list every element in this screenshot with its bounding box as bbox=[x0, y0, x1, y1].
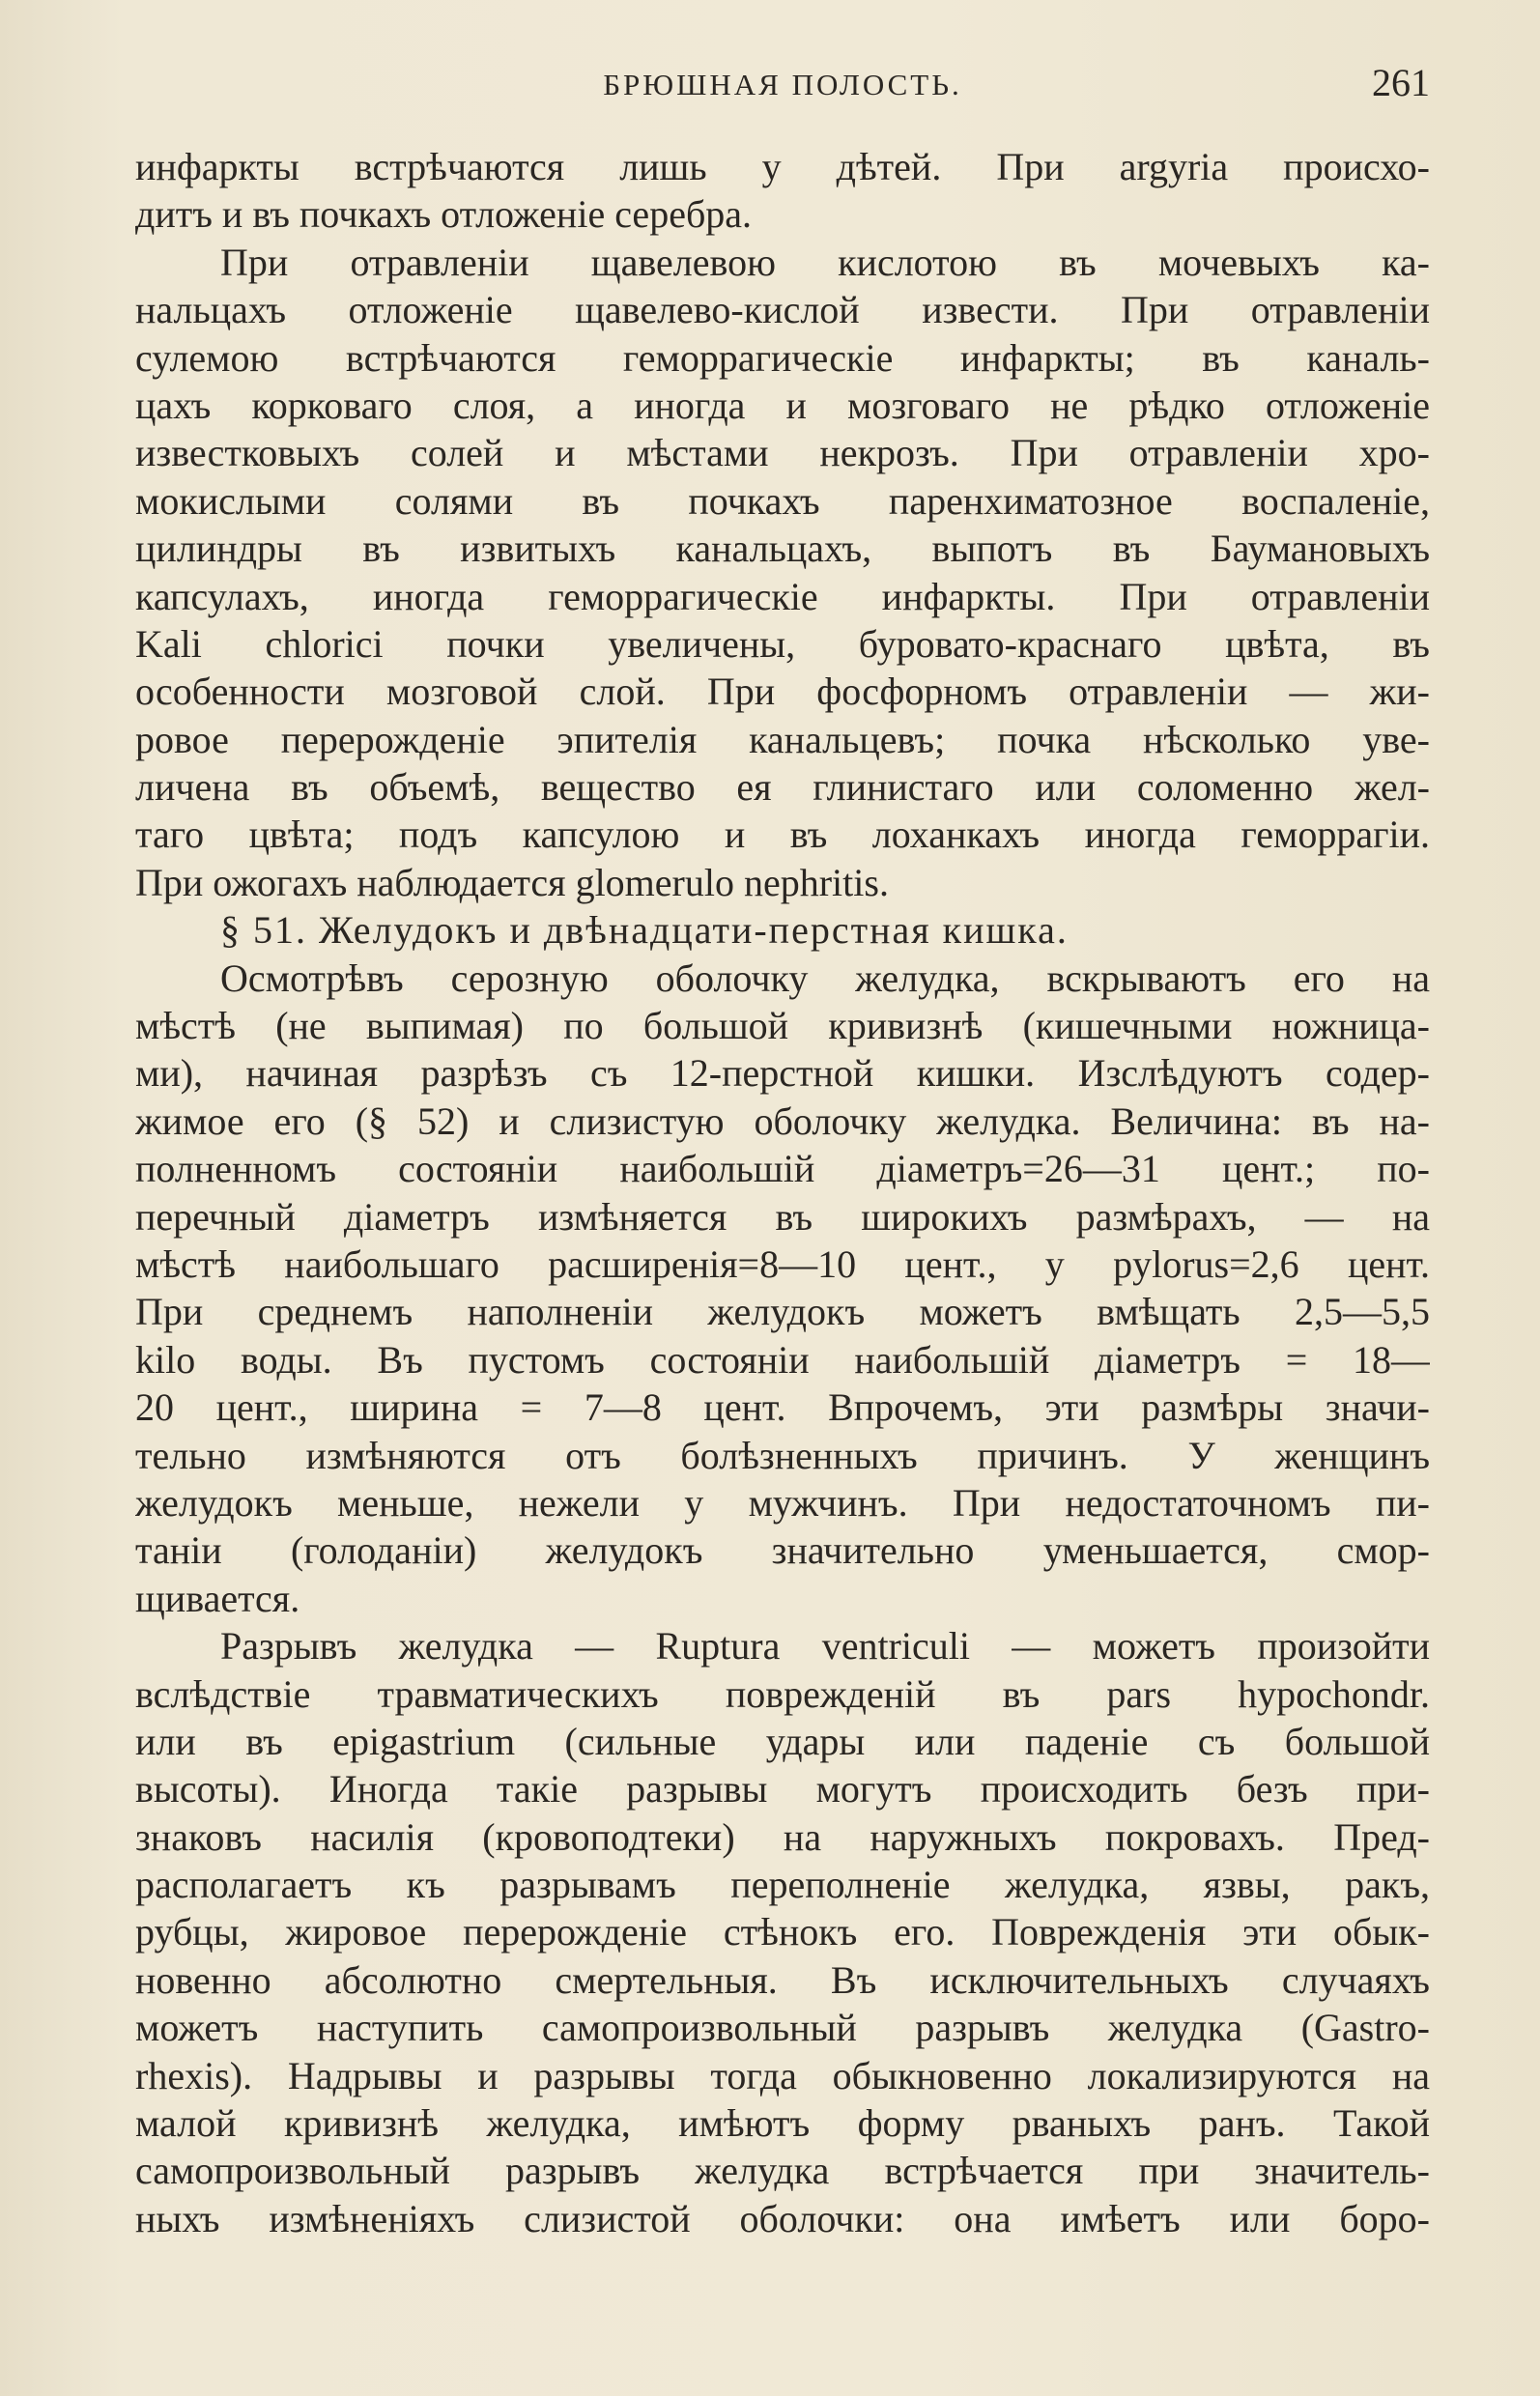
text-line: ровое перерожденіе эпителія канальцевъ; почка нѣсколько уве- bbox=[135, 717, 1430, 761]
text-line: щивается. bbox=[135, 1576, 300, 1620]
text-line: ныхъ измѣненіяхъ слизистой оболочки: она имѣетъ или боро- bbox=[135, 2196, 1430, 2240]
text-line: полненномъ состояніи наибольшій діаметръ=26—31 цент.; по- bbox=[135, 1147, 1430, 1191]
text-line: особенности мозговой слой. При фосфорномъ отравленіи — жи- bbox=[135, 670, 1430, 714]
text-line: жимое его (§ 52) и слизистую оболочку желудка. Величина: въ на- bbox=[135, 1098, 1430, 1143]
text-line: капсулахъ, иногда геморрагическіе инфаркты. При отравленіи bbox=[135, 574, 1430, 618]
text-line: Разрывъ желудка — Ruptura ventriculi — можетъ произойти bbox=[220, 1624, 1430, 1669]
text-line: rhexis). Надрывы и разрывы тогда обыкновенно локализируются на bbox=[135, 2053, 1430, 2097]
text-line: Kali chlorici почки увеличены, буровато-краснаго цвѣта, въ bbox=[135, 621, 1430, 666]
text-line: 20 цент., ширина = 7—8 цент. Впрочемъ, эти размѣры значи- bbox=[135, 1385, 1430, 1430]
text-line: При ожогахъ наблюдается glomerulo nephritis. bbox=[135, 860, 889, 904]
text-line: Осмотрѣвъ серозную оболочку желудка, вскрываютъ его на bbox=[220, 956, 1430, 1000]
running-head: БРЮШНАЯ ПОЛОСТЬ. bbox=[603, 68, 962, 101]
text-line: дитъ и въ почкахъ отложеніе серебра. bbox=[135, 192, 753, 237]
text-line: желудокъ меньше, нежели у мужчинъ. При недостаточномъ пи- bbox=[135, 1480, 1430, 1525]
text-line: мѣстѣ наибольшаго расширенія=8—10 цент., у pylorus=2,6 цент. bbox=[135, 1241, 1430, 1286]
text-line: ми), начиная разрѣзъ съ 12-перстной кишки. Изслѣдуютъ содер- bbox=[135, 1051, 1430, 1096]
text-line: цахъ корковаго слоя, а иногда и мозговаго не рѣдко отложеніе bbox=[135, 383, 1430, 427]
text-line: высоты). Иногда такіе разрывы могутъ происходить безъ при- bbox=[135, 1767, 1430, 1811]
text-line: рубцы, жировое перерожденіе стѣнокъ его. Поврежденія эти обык- bbox=[135, 1910, 1430, 1954]
text-line: или въ epigastrium (сильные удары или паденіе съ большой bbox=[135, 1719, 1430, 1763]
text-line: можетъ наступить самопроизвольный разрывъ желудка (Gastro- bbox=[135, 2006, 1430, 2050]
text-line: самопроизвольный разрывъ желудка встрѣчается при значитель- bbox=[135, 2149, 1430, 2193]
text-line: располагаетъ къ разрывамъ переполненіе желудка, язвы, ракъ, bbox=[135, 1863, 1430, 1907]
text-line: тельно измѣняются отъ болѣзненныхъ причинъ. У женщинъ bbox=[135, 1433, 1430, 1477]
page-number: 261 bbox=[1372, 61, 1430, 104]
text-line: таніи (голоданіи) желудокъ значительно уменьшается, смор- bbox=[135, 1528, 1430, 1573]
text-line: знаковъ насилія (кровоподтеки) на наружныхъ покровахъ. Пред- bbox=[135, 1814, 1430, 1859]
text-line: личена въ объемѣ, вещество ея глинистаго или соломенно жел- bbox=[135, 765, 1430, 810]
text-line: инфаркты встрѣчаются лишь у дѣтей. При argyria происхо- bbox=[135, 145, 1430, 188]
text-line: известковыхъ солей и мѣстами некрозъ. При отравленіи хро- bbox=[135, 431, 1430, 475]
text-line: цилиндры въ извитыхъ канальцахъ, выпотъ въ Баумановыхъ bbox=[135, 527, 1430, 571]
text-line: малой кривизнѣ желудка, имѣютъ форму рваныхъ ранъ. Такой bbox=[135, 2101, 1430, 2146]
text-line: сулемою встрѣчаются геморрагическіе инфаркты; въ каналь- bbox=[135, 335, 1430, 380]
text-line: нальцахъ отложеніе щавелево-кислой извести. При отравленіи bbox=[135, 288, 1430, 332]
text-line: перечный діаметръ измѣняется въ широкихъ размѣрахъ, — на bbox=[135, 1194, 1430, 1239]
text-line: При среднемъ наполненіи желудокъ можетъ вмѣщать 2,5—5,5 bbox=[135, 1290, 1430, 1334]
page-header bbox=[135, 60, 1430, 110]
text-line: мокислыми солями въ почкахъ паренхиматозное воспаленіе, bbox=[135, 478, 1430, 523]
body-text bbox=[135, 143, 1430, 2242]
text-line: При отравленіи щавелевою кислотою въ мочевыхъ ка- bbox=[220, 240, 1430, 284]
text-line: таго цвѣта; подъ капсулою и въ лоханкахъ иногда геморрагіи. bbox=[135, 813, 1430, 857]
text-line: мѣстѣ (не выпимая) по большой кривизнѣ (кишечными ножница- bbox=[135, 1004, 1430, 1048]
text-line: вслѣдствіе травматическихъ поврежденій въ pars hypochondr. bbox=[135, 1671, 1430, 1716]
text-line: новенно абсолютно смертельныя. Въ исключительныхъ случаяхъ bbox=[135, 1957, 1430, 2002]
text-line: kilo воды. Въ пустомъ состояніи наибольшій діаметръ = 18— bbox=[135, 1337, 1430, 1382]
section-heading: § 51. Желудокъ и двѣнадцати-перстная кишка. bbox=[220, 908, 1069, 953]
